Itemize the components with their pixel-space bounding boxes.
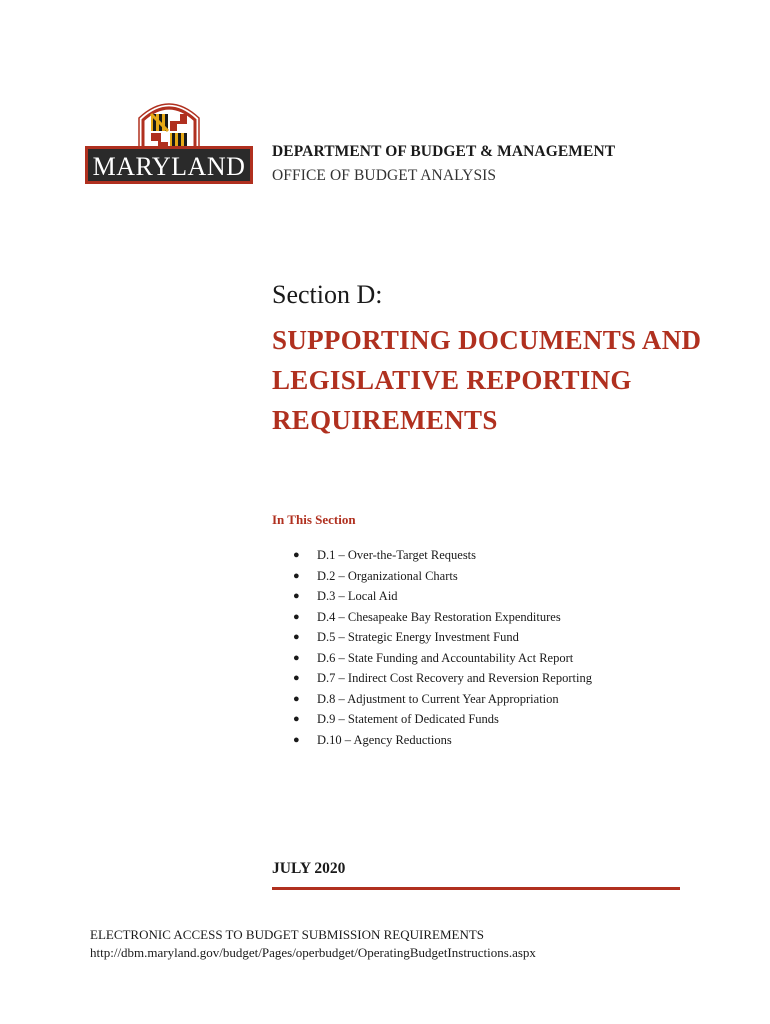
toc-item xyxy=(290,566,592,587)
toc-item-label: D.1 – Over-the-Target Requests xyxy=(317,548,477,562)
toc-item xyxy=(290,607,592,628)
bullet-icon: ● xyxy=(293,590,300,602)
toc-item-label: D.8 – Adjustment to Current Year Appropriation xyxy=(317,691,559,706)
bullet-icon: ● xyxy=(293,733,300,746)
section-label: Section D: xyxy=(272,280,383,309)
divider-rule xyxy=(272,887,680,890)
section-title: SUPPORTING DOCUMENTS AND LEGISLATIVE REPORTING REQUIREMENTS xyxy=(272,325,702,435)
footer-url[interactable]: http://dbm.maryland.gov/budget/Pages/operbudget/OperatingBudgetInstructions.aspx xyxy=(90,945,536,960)
bullet-icon: ● xyxy=(293,549,300,561)
toc-item-label: D.4 – Chesapeake Bay Restoration Expenditures xyxy=(317,609,561,624)
toc-item xyxy=(290,709,592,730)
department-name: DEPARTMENT OF BUDGET & MANAGEMENT xyxy=(272,143,616,160)
toc-item-label: D.2 – Organizational Charts xyxy=(317,568,458,583)
header-block xyxy=(272,143,615,185)
toc-item xyxy=(290,586,592,607)
toc-item xyxy=(290,545,592,566)
toc-item xyxy=(290,648,592,669)
footer-heading: ELECTRONIC ACCESS TO BUDGET SUBMISSION REQUIREMENTS xyxy=(90,927,485,942)
toc-item xyxy=(290,627,592,648)
footer xyxy=(90,926,536,962)
toc-item-label: D.9 – Statement of Dedicated Funds xyxy=(317,712,499,726)
bullet-icon: ● xyxy=(293,672,300,684)
logo-wordmark: MARYLAND xyxy=(92,152,246,181)
toc-item xyxy=(290,689,592,710)
toc-item-label: D.7 – Indirect Cost Recovery and Reversion Reporting xyxy=(317,671,592,685)
maryland-logo xyxy=(85,100,253,184)
bullet-icon: ● xyxy=(293,692,300,705)
bullet-icon: ● xyxy=(293,713,300,725)
toc-list xyxy=(290,545,592,750)
office-name: OFFICE OF BUDGET ANALYSIS xyxy=(272,167,497,184)
toc-item xyxy=(290,730,592,751)
toc-heading: In This Section xyxy=(272,512,356,527)
publication-date: JULY 2020 xyxy=(272,860,346,877)
bullet-icon: ● xyxy=(293,569,300,582)
toc-item xyxy=(290,668,592,689)
bullet-icon: ● xyxy=(293,631,300,643)
toc-item-label: D.3 – Local Aid xyxy=(317,589,398,603)
toc-item-label: D.5 – Strategic Energy Investment Fund xyxy=(317,630,519,644)
toc-item-label: D.6 – State Funding and Accountability Act Report xyxy=(317,650,574,665)
bullet-icon: ● xyxy=(293,610,300,623)
bullet-icon: ● xyxy=(293,651,300,664)
toc-item-label: D.10 – Agency Reductions xyxy=(317,732,452,747)
